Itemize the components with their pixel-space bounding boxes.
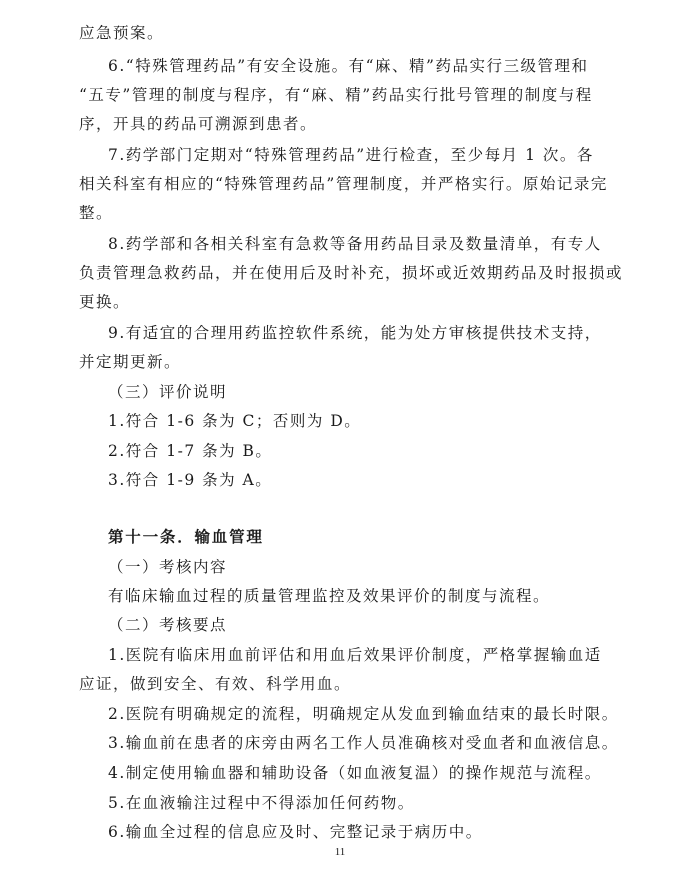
section-heading-points: （二）考核要点 [108, 616, 228, 634]
text-line: 整。 [79, 204, 114, 222]
list-item: 5.在血液输注过程中不得添加任何药物。 [108, 794, 415, 812]
text-line: 负责管理急救药品，并在使用后及时补充，损坏或近效期药品及时报损或 [79, 264, 624, 282]
list-item: 3.符合 1-9 条为 A。 [108, 471, 273, 489]
text-line: 更换。 [79, 293, 131, 311]
article-heading: 第十一条．输血管理 [108, 527, 264, 546]
page-number: 11 [334, 846, 346, 858]
text-line: 序，开具的药品可溯源到患者。 [79, 115, 318, 133]
text-line: 应证，做到安全、有效、科学用血。 [79, 675, 352, 693]
list-item: 1.医院有临床用血前评估和用血后效果评价制度，严格掌握输血适 [108, 646, 602, 664]
section-heading-evaluation: （三）评价说明 [108, 383, 228, 401]
text-line: 有临床输血过程的质量管理监控及效果评价的制度与流程。 [108, 587, 551, 605]
text-line: 并定期更新。 [79, 353, 182, 371]
list-item: 2.符合 1-7 条为 B。 [108, 442, 273, 460]
list-item: 1.符合 1-6 条为 C；否则为 D。 [108, 412, 362, 430]
paragraph-item-7: 7.药学部门定期对“特殊管理药品”进行检查，至少每月 1 次。各 [108, 146, 594, 164]
text-line: 相关科室有相应的“特殊管理药品”管理制度，并严格实行。原始记录完 [79, 175, 608, 193]
text-line: “五专”管理的制度与程序，有“麻、精”药品实行批号管理的制度与程 [79, 86, 593, 104]
list-item: 4.制定使用输血器和辅助设备（如血液复温）的操作规范与流程。 [108, 764, 602, 782]
list-item: 6.输血全过程的信息应及时、完整记录于病历中。 [108, 823, 483, 841]
list-item: 2.医院有明确规定的流程，明确规定从发血到输血结束的最长时限。 [108, 705, 619, 723]
list-item: 3.输血前在患者的床旁由两名工作人员准确核对受血者和血液信息。 [108, 734, 619, 752]
paragraph-item-8: 8.药学部和各相关科室有急救等备用药品目录及数量清单，有专人 [108, 235, 602, 253]
section-heading-content: （一）考核内容 [108, 558, 228, 576]
text-line: 应急预案。 [79, 24, 165, 42]
paragraph-item-9: 9.有适宜的合理用药监控软件系统，能为处方审核提供技术支持， [108, 324, 602, 342]
paragraph-item-6: 6.“特殊管理药品”有安全设施。有“麻、精”药品实行三级管理和 [108, 57, 589, 75]
